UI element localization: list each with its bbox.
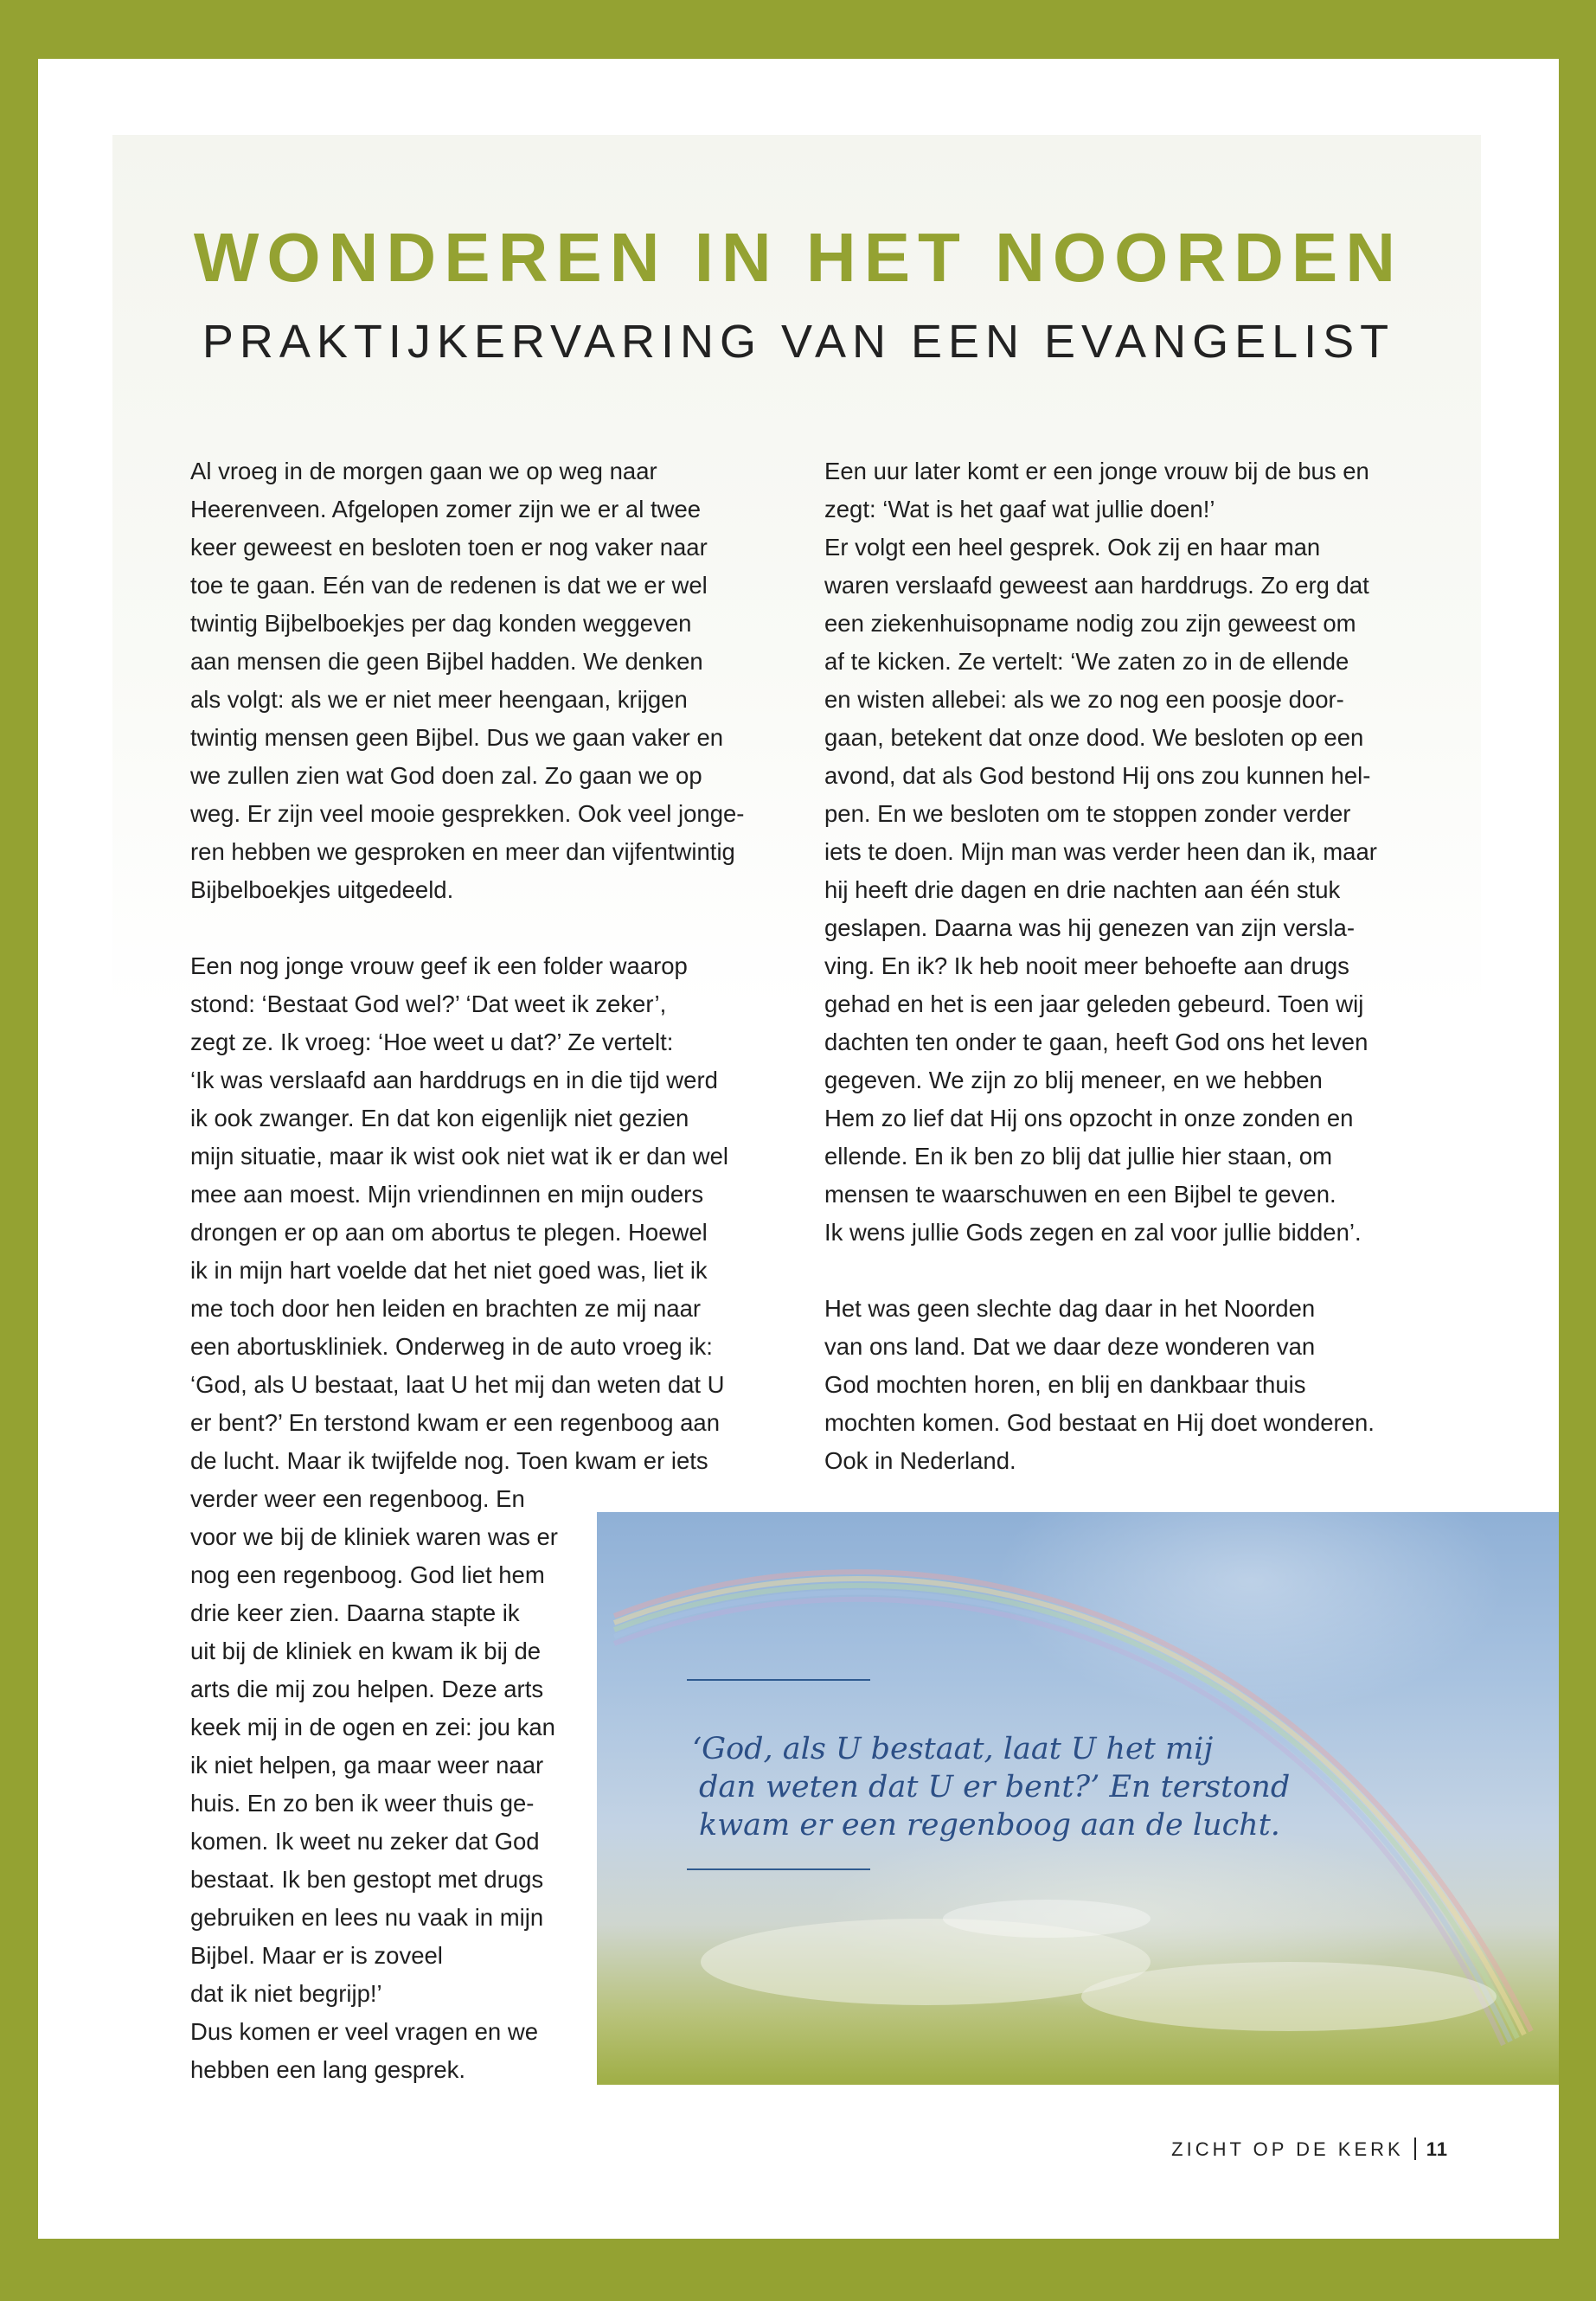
text-line: van ons land. Dat we daar deze wonderen van	[824, 1333, 1316, 1360]
text-line: keek mij in de ogen en zei: jou kan	[190, 1714, 555, 1740]
text-line: we zullen zien wat God doen zal. Zo gaan we op	[190, 762, 702, 789]
text-line: twintig mensen geen Bijbel. Dus we gaan vaker en	[190, 724, 724, 751]
footer-divider	[1414, 2138, 1416, 2160]
text-line: Een uur later komt er een jonge vrouw bij de bus en	[824, 458, 1369, 484]
article-subtitle: PRAKTIJKERVARING VAN EEN EVANGELIST	[202, 316, 1395, 368]
text-line: een ziekenhuisopname nodig zou zijn geweest om	[824, 610, 1356, 637]
text-line: af te kicken. Ze vertelt: ‘We zaten zo in de ellende	[824, 648, 1349, 675]
text-line: stond: ‘Bestaat God wel?’ ‘Dat weet ik zeker’,	[190, 990, 667, 1017]
left-paragraph-1	[190, 452, 813, 909]
article-title: WONDEREN IN HET NOORDEN	[193, 219, 1404, 296]
text-line: nog een regenboog. God liet hem	[190, 1561, 545, 1588]
text-line: zegt ze. Ik vroeg: ‘Hoe weet u dat?’ Ze vertelt:	[190, 1029, 674, 1055]
right-paragraph-1	[824, 452, 1447, 1252]
text-line: Heerenveen. Afgelopen zomer zijn we er al twee	[190, 496, 702, 522]
text-line: Een nog jonge vrouw geef ik een folder waarop	[190, 952, 688, 979]
text-line: Het was geen slechte dag daar in het Noorden	[824, 1295, 1316, 1322]
text-line: gehad en het is een jaar geleden gebeurd. Toen wij	[824, 990, 1364, 1017]
text-line: God mochten horen, en blij en dankbaar thuis	[824, 1371, 1306, 1398]
text-line: er bent?’ En terstond kwam er een regenboog aan	[190, 1409, 721, 1436]
text-line: dachten ten onder te gaan, heeft God ons het leven	[824, 1029, 1368, 1055]
text-line: Al vroeg in de morgen gaan we op weg naar	[190, 458, 657, 484]
text-line: ving. En ik? Ik heb nooit meer behoefte aan drugs	[824, 952, 1349, 979]
text-line: ‘God, als U bestaat, laat U het mij dan weten dat U	[190, 1371, 725, 1398]
text-line: geslapen. Daarna was hij genezen van zijn versla-	[824, 914, 1355, 941]
text-line: komen. Ik weet nu zeker dat God	[190, 1828, 540, 1855]
text-line: weg. Er zijn veel mooie gesprekken. Ook veel jonge-	[190, 800, 745, 827]
text-line: Hem zo lief dat Hij ons opzocht in onze zonden en	[824, 1105, 1354, 1131]
text-line: Er volgt een heel gesprek. Ook zij en haar man	[824, 534, 1321, 561]
text-line: arts die mij zou helpen. Deze arts	[190, 1676, 544, 1702]
text-line: hebben een lang gesprek.	[190, 2056, 466, 2083]
text-line: ren hebben we gesproken en meer dan vijfentwintig	[190, 838, 735, 865]
text-line: twintig Bijbelboekjes per dag konden weggeven	[190, 610, 692, 637]
magazine-name: ZICHT OP DE KERK	[1171, 2138, 1404, 2160]
text-line: Bijbel. Maar er is zoveel	[190, 1942, 443, 1969]
text-line: mensen te waarschuwen en een Bijbel te geven.	[824, 1181, 1336, 1208]
text-line: drongen er op aan om abortus te plegen. Hoewel	[190, 1219, 708, 1246]
page-number: 11	[1426, 2138, 1448, 2160]
text-line: mee aan moest. Mijn vriendinnen en mijn ouders	[190, 1181, 704, 1208]
text-line: de lucht. Maar ik twijfelde nog. Toen kwam er iets	[190, 1447, 708, 1474]
text-line: gegeven. We zijn zo blij meneer, en we hebben	[824, 1067, 1323, 1093]
text-line: ik ook zwanger. En dat kon eigenlijk niet gezien	[190, 1105, 689, 1131]
text-line: iets te doen. Mijn man was verder heen dan ik, maar	[824, 838, 1377, 865]
text-line: pen. En we besloten om te stoppen zonder verder	[824, 800, 1351, 827]
text-line: ik in mijn hart voelde dat het niet goed was, liet ik	[190, 1257, 708, 1284]
text-line: zegt: ‘Wat is het gaaf wat jullie doen!’	[824, 496, 1215, 522]
text-line: hij heeft drie dagen en drie nachten aan één stuk	[824, 876, 1341, 903]
text-line: aan mensen die geen Bijbel hadden. We denken	[190, 648, 703, 675]
text-line: me toch door hen leiden en brachten ze mij naar	[190, 1295, 702, 1322]
text-line: waren verslaafd geweest aan harddrugs. Zo erg dat	[824, 572, 1369, 599]
text-line: bestaat. Ik ben gestopt met drugs	[190, 1866, 544, 1893]
quote-rule-top	[687, 1679, 870, 1681]
text-line: drie keer zien. Daarna stapte ik	[190, 1599, 520, 1626]
text-line: avond, dat als God bestond Hij ons zou kunnen hel-	[824, 762, 1371, 789]
text-line: voor we bij de kliniek waren was er	[190, 1523, 558, 1550]
text-line: gebruiken en lees nu vaak in mijn	[190, 1904, 544, 1931]
text-line: Ik wens jullie Gods zegen en zal voor jullie bidden’.	[824, 1219, 1362, 1246]
text-line: en wisten allebei: als we zo nog een poosje door-	[824, 686, 1344, 713]
text-line: Bijbelboekjes uitgedeeld.	[190, 876, 454, 903]
text-line: ellende. En ik ben zo blij dat jullie hier staan, om	[824, 1143, 1333, 1170]
text-line: verder weer een regenboog. En	[190, 1485, 525, 1512]
text-line: keer geweest en besloten toen er nog vaker naar	[190, 534, 708, 561]
text-line: toe te gaan. Eén van de redenen is dat we er wel	[190, 572, 708, 599]
text-line: een abortuskliniek. Onderweg in de auto vroeg ik:	[190, 1333, 713, 1360]
rainbow-photo	[597, 1512, 1559, 2085]
magazine-page	[38, 59, 1559, 2239]
text-line: Ook in Nederland.	[824, 1447, 1016, 1474]
pull-quote: ‘God, als U bestaat, laat U het mij dan weten dat U er bent?’ En terstond kwam er een regenboog aan de lucht.	[692, 1732, 1291, 1843]
text-line: mijn situatie, maar ik wist ook niet wat ik er dan wel	[190, 1143, 729, 1170]
quote-rule-bottom	[687, 1868, 870, 1870]
text-line: ik niet helpen, ga maar weer naar	[190, 1752, 544, 1779]
text-line: gaan, betekent dat onze dood. We besloten op een	[824, 724, 1364, 751]
text-line: ‘Ik was verslaafd aan harddrugs en in die tijd werd	[190, 1067, 718, 1093]
text-line: uit bij de kliniek en kwam ik bij de	[190, 1638, 542, 1664]
text-line: als volgt: als we er niet meer heengaan, krijgen	[190, 686, 688, 713]
right-column	[824, 452, 1447, 1480]
text-line: dat ik niet begrijp!’	[190, 1980, 382, 2007]
text-line: huis. En zo ben ik weer thuis ge-	[190, 1790, 535, 1817]
text-line: Dus komen er veel vragen en we	[190, 2018, 539, 2045]
right-paragraph-2	[824, 1290, 1447, 1480]
page-footer	[1171, 2138, 1448, 2161]
text-line: mochten komen. God bestaat en Hij doet wonderen.	[824, 1409, 1375, 1436]
